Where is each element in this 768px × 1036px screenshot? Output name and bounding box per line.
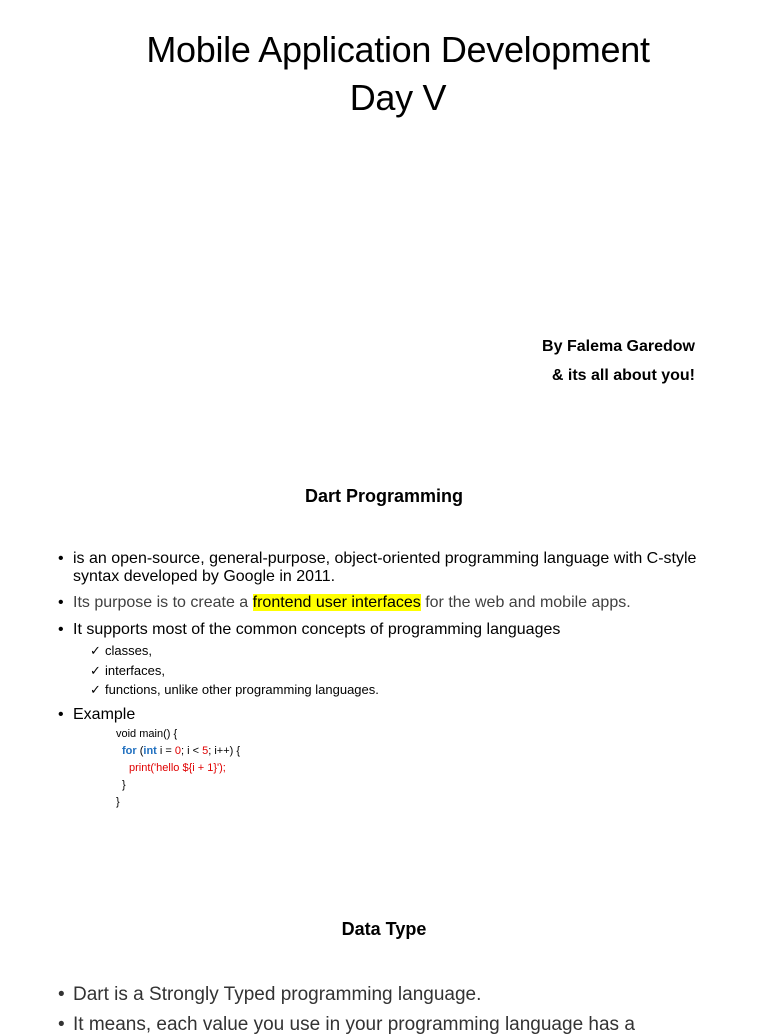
code-block xyxy=(116,726,240,811)
check-item xyxy=(90,663,165,679)
code-line xyxy=(116,726,240,743)
slide-title: Mobile Application Development xyxy=(146,29,650,70)
bullet-text: Dart is a Strongly Typed programming language. xyxy=(73,984,482,1005)
checkmark-icon: ✓ xyxy=(90,682,101,697)
code-line: for (int i = 0; i < 5; i++) { xyxy=(122,745,241,757)
bullet-text: is an open-source, general-purpose, object-oriented programming language with C-style syntax developed by Google in 2011. xyxy=(73,550,697,585)
slide-subtitle: Day V xyxy=(349,77,447,118)
checkmark-icon: ✓ xyxy=(90,663,101,678)
check-item xyxy=(90,643,152,659)
bullet-text: It means, each value you use in your programming language has a xyxy=(73,1014,635,1035)
list-item xyxy=(58,594,718,612)
code-text: ; i < xyxy=(181,745,203,757)
author-name: By Falema Garedow xyxy=(542,338,695,355)
code-text: ; i++) { xyxy=(208,745,241,757)
purpose-text-end: for the web and mobile apps. xyxy=(420,594,631,611)
data-type-heading: Data Type xyxy=(341,919,427,939)
bullet-icon: • xyxy=(58,706,64,723)
number-literal: 5 xyxy=(202,745,209,757)
check-item xyxy=(90,682,379,698)
list-item xyxy=(58,1014,738,1036)
dart-programming-heading: Dart Programming xyxy=(304,486,464,506)
bullet-text xyxy=(73,594,718,612)
code-text: i = xyxy=(156,745,175,757)
keyword: int xyxy=(143,745,157,757)
bullet-icon: • xyxy=(58,621,64,638)
bullet-icon: • xyxy=(58,984,65,1005)
bullet-icon: • xyxy=(58,550,64,567)
check-text: interfaces, xyxy=(105,663,165,678)
code-text: } xyxy=(116,796,120,808)
check-text: functions, unlike other programming languages. xyxy=(105,682,379,697)
check-text: classes, xyxy=(105,643,152,658)
code-line xyxy=(116,760,240,777)
list-item xyxy=(58,621,718,639)
highlighted-text: frontend user interfaces xyxy=(252,594,421,611)
purpose-text: Its purpose is to create a xyxy=(73,594,253,611)
bullet-icon: • xyxy=(58,594,64,611)
number-literal: 0 xyxy=(174,745,182,757)
list-item xyxy=(58,550,718,586)
list-item xyxy=(58,706,718,724)
bullet-text: Example xyxy=(73,706,136,723)
code-text: } xyxy=(122,779,126,791)
code-line xyxy=(116,794,240,811)
list-item xyxy=(58,984,738,1006)
code-line xyxy=(116,777,240,794)
author-tagline: & its all about you! xyxy=(551,367,695,384)
keyword: for xyxy=(122,745,137,757)
bullet-icon: • xyxy=(58,1014,65,1035)
print-statement: print('hello ${i + 1}'); xyxy=(129,762,226,774)
bullet-text: It supports most of the common concepts of programming languages xyxy=(73,621,561,638)
code-text: void main() { xyxy=(116,728,178,740)
checkmark-icon: ✓ xyxy=(90,643,101,658)
